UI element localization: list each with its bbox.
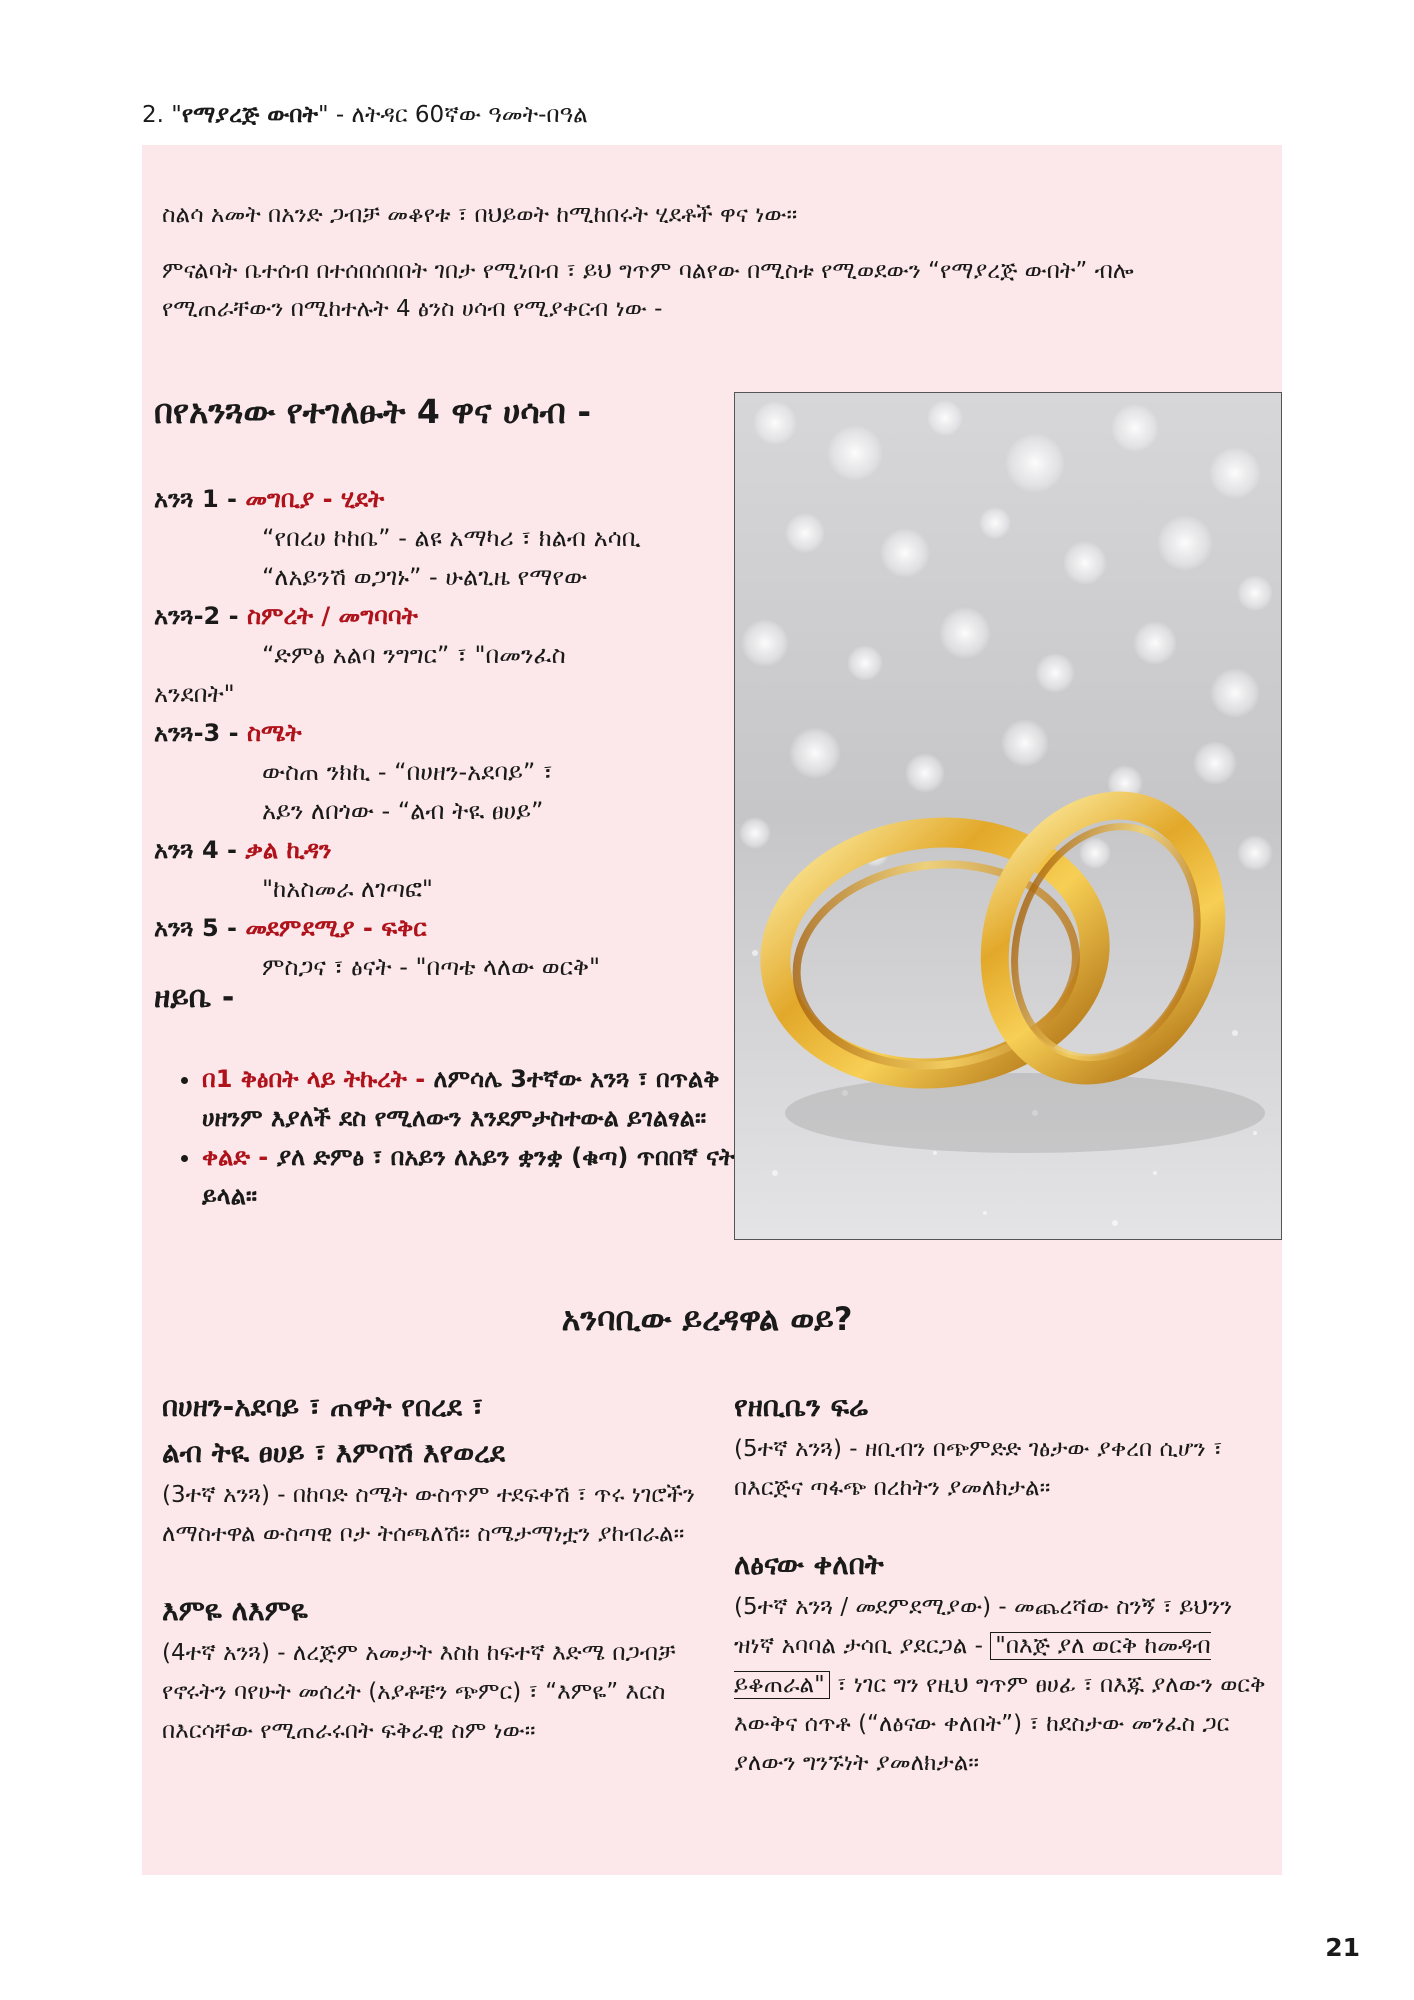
section-header (142, 102, 588, 128)
left-heading-1a: በሀዘን-አደባይ ፣ ጠዋት የበረደ ፣ (162, 1390, 484, 1423)
verse-3-line-1: ውስጠ ንክኪ - “በሀዘን-አደባይ” ፣ (262, 758, 553, 786)
boxed-proverb: "በእጅ ያለ ወርቅ ከመዳብ ይቆጠራል" (734, 1633, 1211, 1698)
verse-1-line-2: “ለአይንሽ ወጋገኑ” - ሁልጊዜ የማየው (262, 563, 588, 591)
verse-2-line-2: አንደበት" (154, 680, 235, 708)
header-title: የማያረጅ ውበት (181, 102, 319, 128)
main-heading: በየአንጓው የተገለፁት 4 ዋና ሀሳብ - (154, 392, 592, 431)
right-column (734, 1384, 1274, 1817)
verse-2-title: አንጓ-2 - ስምረት / መግባባት (154, 602, 418, 630)
intro-paragraph-2: ምናልባት ቤተሰብ በተሰበሰበበት ገበታ የሚነበብ ፣ ይህ ግጥም ባልየው በሚስቱ የሚወደውን “የማያረጅ ውበት” ብሎ የሚጠራቸውን በሚከተሉት 4 ፅንስ ሀሳብ የሚያቀርብ ነው - (162, 258, 1134, 322)
left-column (162, 1384, 702, 1785)
verse-1-line-1: “የበረሀ ኮከቤ” - ልዩ አማካሪ ፣ ክልብ አሳቢ (262, 524, 641, 552)
header-prefix: 2. " (142, 102, 182, 128)
left-heading-2: እምዬ ለእምዬ (162, 1594, 308, 1627)
verse-2-line-1: “ድምፅ አልባ ንግግር” ፣ "በመንፈስ (262, 641, 566, 669)
right-paragraph-2: (5ተኛ አንጓ / መደምደሚያው) - መጨረሻው ስንኝ ፣ ይህንን ዝነኛ አባባል ታሳቢ ያደርጋል - "በእጅ ያለ ወርቅ ከመዳብ ይቆጠራል" ፣ ነገር ግን የዚህ ግጥም ፀሀፊ ፣ በእጁ ያለውን ወርቅ እውቅና ሰጥቶ (“ለፅናው ቀለበት”) ፣ ከደስታው መንፈስ ጋር ያለውን ግንኙነት ያመለክታል። (734, 1594, 1266, 1776)
left-paragraph-1: (3ተኛ አንጓ) - በከባድ ስሜት ውስጥም ተደፍቀሽ ፣ ጥሩ ነገሮችን ለማስተዋል ውስጣዊ ቦታ ትሰጫለሽ። ስሜታማነቷን ያከብራል። (162, 1482, 695, 1547)
rings-illustration (735, 393, 1281, 1239)
gold-rings-image (734, 392, 1282, 1240)
intro-paragraph-1: ስልሳ አመት በአንድ ጋብቻ መቆየቱ ፣ በህይወት ከሚከበሩት ሂደቶች ዋና ነው። (162, 202, 798, 228)
bullet-item: • በ1 ቅፅበት ላይ ትኩረት - ለምሳሌ 3ተኛው አንጓ ፣ በጥልቅ ሀዘንም እያለች ደስ የሚለውን እንደምታስተውል ይገልፃል። (202, 1060, 762, 1138)
right-paragraph-1: (5ተኛ አንጓ) - ዘቢብን በጭምድድ ገፅታው ያቀረበ ሲሆን ፣ በእርጅና ጣፋጭ በረከትን ያመለክታል። (734, 1436, 1223, 1501)
verse-4-line-1: "ከአስመራ ለገጣፎ" (262, 875, 433, 903)
left-paragraph-2: (4ተኛ አንጓ) - ለረጅም አመታት እስከ ከፍተኛ እድሜ በጋብቻ የኖሩትን ባየሁት መሰረት (አያቶቼን ጭምር) ፣ “እምዬ” እርስ በእርሳቸው የሚጠራሩበት ፍቅራዊ ስም ነው። (162, 1640, 676, 1744)
page-number: 21 (1325, 1933, 1360, 1962)
left-heading-1b: ልብ ትዪ ፀሀይ ፣ እምባሽ እየወረደ (162, 1436, 506, 1469)
style-bullets (168, 1060, 762, 1216)
question-heading: አንባቢው ይረዳዋል ወይ? (561, 1300, 853, 1338)
style-heading: ዘይቤ - (154, 980, 235, 1015)
header-suffix: " - ለትዳር 60ኛው ዓመት-በዓል (318, 102, 588, 128)
right-heading-1: የዘቢቤን ፍሬ (734, 1390, 868, 1423)
verse-3-title: አንጓ-3 - ስሜት (154, 719, 302, 747)
verse-1-title: አንጓ 1 - መግቢያ - ሂደት (154, 485, 385, 513)
verse-4-title: አንጓ 4 - ቃል ኪዳን (154, 836, 332, 864)
verse-5-title: አንጓ 5 - መደምደሚያ - ፍቅር (154, 914, 427, 942)
right-heading-2: ለፅናው ቀለበት (734, 1548, 884, 1581)
bullet-item: • ቀልድ - ያለ ድምፅ ፣ በአይን ለአይን ቋንቋ (ቁጣ) ጥበበኛ ናት ይላል። (202, 1138, 762, 1216)
verse-list (154, 480, 714, 987)
verse-5-line-1: ምስጋና ፣ ፅናት - "በጣቴ ላለው ወርቅ" (262, 953, 601, 981)
intro (162, 196, 1262, 346)
verse-3-line-2: አይን ለበጎው - “ልብ ትዪ ፀሀይ” (262, 797, 544, 825)
